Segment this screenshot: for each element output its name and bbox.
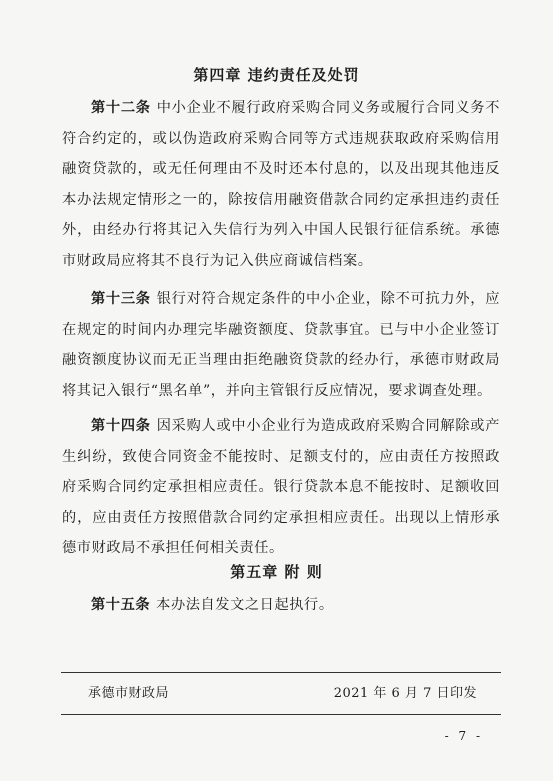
article-13-text: 银行对符合规定条件的中小企业，除不可抗力外，应在规定的时间内办理完毕融资额度、贷款事宜。已与中小企业签订融资额度协议而无正当理由拒绝融资贷款的经办行，承德市财政局将其记入银行“黑名单”，并向主管银行反应情况，要求调查处理。 — [62, 291, 500, 399]
article-12-number: 第十二条 — [91, 100, 151, 116]
page-number: - 7 - — [444, 729, 483, 743]
chapter-5-heading: 第五章 附 则 — [230, 563, 323, 581]
footer-issuer: 承德市财政局 — [88, 686, 170, 701]
article-14 — [62, 411, 500, 564]
article-14-text: 因采购人或中小企业行为造成政府采购合同解除或产生纠纷，致使合同资金不能按时、足额支付的，应由责任方按照政府采购合同约定承担相应责任。银行贷款本息不能按时、足额收回的，应由责任方按照借款合同约定承担相应责任。出现以上情形承德市财政局不承担任何相关责任。 — [62, 418, 500, 556]
article-15-number: 第十五条 — [91, 597, 151, 613]
article-15-text: 本办法自发文之日起执行。 — [156, 597, 334, 613]
article-15 — [62, 590, 500, 621]
article-12 — [62, 93, 500, 276]
footer-top-rule — [61, 672, 501, 673]
article-13-number: 第十三条 — [91, 291, 151, 307]
article-12-text: 中小企业不履行政府采购合同义务或履行合同义务不符合约定的，或以伪造政府采购合同等方式违规获取政府采购信用融资贷款的，或无任何理由不及时还本付息的，以及出现其他违反本办法规定情形之一的，除按信用融资借款合同约定承担违约责任外，由经办行将其记入失信行为列入中国人民银行征信系统。承德市财政局应将其不良行为记入供应商诚信档案。 — [62, 100, 500, 269]
article-14-number: 第十四条 — [91, 418, 151, 434]
footer-issue-date: 2021 年 6 月 7 日印发 — [333, 686, 477, 701]
chapter-4-heading: 第四章 违约责任及处罚 — [193, 66, 360, 84]
footer-bottom-rule — [61, 714, 501, 715]
article-13 — [62, 284, 500, 406]
